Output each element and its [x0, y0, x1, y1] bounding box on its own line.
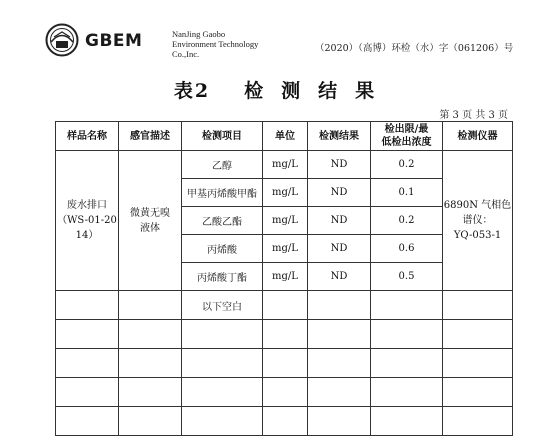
empty-cell: [443, 320, 513, 349]
empty-cell: [371, 349, 443, 378]
empty-cell: [308, 291, 371, 320]
sample-name-line: 14）: [75, 230, 99, 241]
empty-cell: [443, 291, 513, 320]
document-number: （2020）（高博）环检（水）字（061206）号: [315, 43, 514, 54]
empty-row: [56, 349, 513, 378]
empty-row: [56, 407, 513, 436]
empty-cell: [443, 349, 513, 378]
page-indicator: 第 3 页 共 3 页: [439, 110, 508, 121]
blank-note: 以下空白: [182, 291, 263, 320]
results-table: [55, 121, 513, 436]
empty-cell: [182, 378, 263, 407]
instrument-line: 谱仪：: [462, 215, 493, 226]
title-char: 结: [318, 80, 340, 102]
table-header-row: [56, 122, 513, 151]
result-cell: ND: [308, 151, 371, 179]
header-sensory: 感官描述: [119, 122, 182, 151]
empty-row: [56, 320, 513, 349]
empty-cell: [56, 320, 119, 349]
page-title: [0, 76, 558, 103]
instrument-cell: [443, 151, 513, 291]
empty-cell: [308, 349, 371, 378]
empty-cell: [443, 378, 513, 407]
empty-row: [56, 378, 513, 407]
empty-cell: [56, 291, 119, 320]
empty-cell: [56, 407, 119, 436]
empty-cell: [371, 291, 443, 320]
empty-cell: [308, 407, 371, 436]
empty-cell: [371, 320, 443, 349]
title-char: 检: [244, 80, 266, 102]
empty-cell: [371, 407, 443, 436]
sensory-line: 微黄无嗅: [130, 207, 170, 219]
header-limit: [371, 122, 443, 151]
limit-cell: 0.6: [371, 235, 443, 263]
empty-cell: [56, 349, 119, 378]
empty-cell: [182, 349, 263, 378]
item-cell: 丙烯酸丁酯: [182, 263, 263, 291]
empty-cell: [308, 320, 371, 349]
company-line-3: Co.,Inc.: [172, 49, 200, 59]
blank-note-row: [56, 291, 513, 320]
item-cell: 甲基丙烯酸甲酯: [182, 179, 263, 207]
empty-cell: [119, 349, 182, 378]
empty-cell: [443, 407, 513, 436]
instrument-line: 6890N 气相色: [443, 200, 512, 211]
table-number: 表2: [173, 80, 211, 102]
company-logo: [44, 23, 80, 57]
item-cell: 乙醇: [182, 151, 263, 179]
header-unit: 单位: [263, 122, 308, 151]
empty-cell: [119, 407, 182, 436]
header-item: 检测项目: [182, 122, 263, 151]
header-instrument: 检测仪器: [443, 122, 513, 151]
company-line-2: Environment Technology: [172, 39, 259, 49]
limit-cell: 0.5: [371, 263, 443, 291]
empty-cell: [263, 407, 308, 436]
empty-cell: [263, 378, 308, 407]
empty-cell: [263, 320, 308, 349]
unit-cell: mg/L: [263, 179, 308, 207]
item-cell: 丙烯酸: [182, 235, 263, 263]
limit-cell: 0.2: [371, 207, 443, 235]
unit-cell: mg/L: [263, 235, 308, 263]
empty-cell: [308, 378, 371, 407]
header-limit-line: 低检出浓度: [381, 137, 432, 148]
empty-cell: [56, 378, 119, 407]
empty-cell: [182, 320, 263, 349]
title-char: 测: [281, 80, 303, 102]
empty-cell: [119, 378, 182, 407]
empty-cell: [119, 291, 182, 320]
empty-cell: [263, 349, 308, 378]
limit-cell: 0.1: [371, 179, 443, 207]
sample-name-line: （WS-01-20: [57, 215, 117, 226]
result-cell: ND: [308, 235, 371, 263]
company-line-1: NanJing Gaobo: [172, 29, 226, 39]
empty-cell: [119, 320, 182, 349]
empty-cell: [263, 291, 308, 320]
result-cell: ND: [308, 207, 371, 235]
sensory-cell: [119, 151, 182, 291]
limit-cell: 0.2: [371, 151, 443, 179]
instrument-line: YQ-053-1: [453, 230, 502, 241]
title-char: 果: [355, 80, 377, 102]
header-sample-name: 样品名称: [56, 122, 119, 151]
empty-cell: [371, 378, 443, 407]
empty-cell: [182, 407, 263, 436]
result-cell: ND: [308, 179, 371, 207]
result-cell: ND: [308, 263, 371, 291]
table-row: [56, 151, 513, 179]
header-result: 检测结果: [308, 122, 371, 151]
brand-name: GBEM: [85, 31, 143, 51]
sample-name-line: 废水排口: [67, 200, 107, 211]
sample-name-cell: [56, 151, 119, 291]
sensory-line: 液体: [140, 222, 160, 234]
company-name: [172, 29, 258, 59]
header-limit-line: 检出限/最: [384, 124, 429, 135]
unit-cell: mg/L: [263, 207, 308, 235]
unit-cell: mg/L: [263, 263, 308, 291]
item-cell: 乙酸乙酯: [182, 207, 263, 235]
unit-cell: mg/L: [263, 151, 308, 179]
